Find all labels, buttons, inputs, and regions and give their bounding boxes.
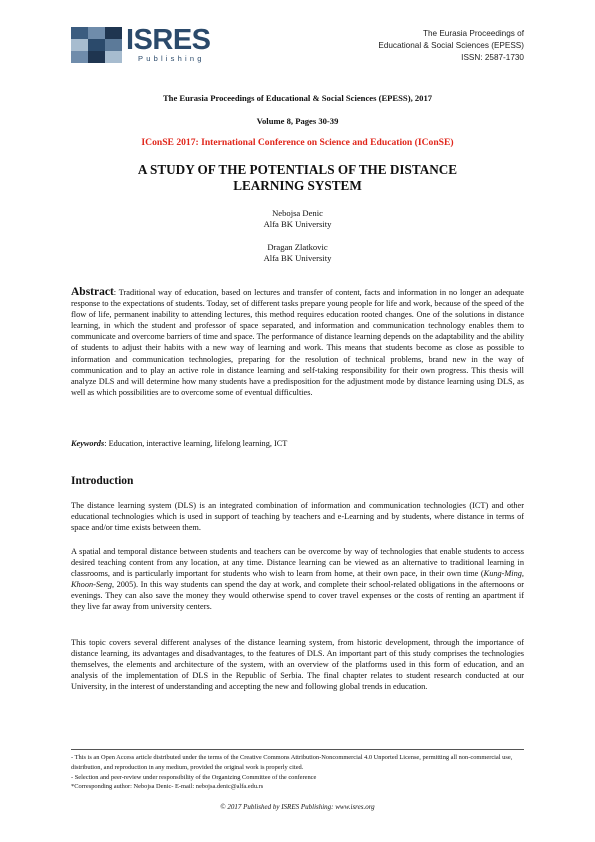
paragraph-text: A spatial and temporal distance between students and teachers can be overcome by way of technologies that enable students to access desired teaching content from any location, at any time. Distance learning can be viewed as an alternative to traditional learning in classrooms, and is particularly important for students who wish to learn from home, at their own pace, in their own time ( bbox=[71, 547, 524, 579]
abstract bbox=[71, 287, 524, 398]
section-heading-introduction: Introduction bbox=[71, 475, 134, 487]
footnotes bbox=[71, 753, 531, 792]
author-affiliation: Alfa BK University bbox=[263, 253, 332, 263]
proceedings-title: The Eurasia Proceedings of Educational & Social Sciences (EPESS), 2017 bbox=[162, 93, 433, 103]
paper-title-line1: A STUDY OF THE POTENTIALS OF THE DISTANCE bbox=[137, 162, 458, 177]
author-block bbox=[71, 242, 524, 264]
intro-paragraph-3: This topic covers several different analyses of the distance learning system, from historic development, through the importance of distance learning, its advantages and disadvantages, to the features of DLS. An important part of this study comprises the technologies themselves, the elements and architecture of the system, with an overview of the platforms used in this form of education, and an analysis of the implementation of DLS in the Republic of Serbia. The final chapter relates to student research conducted at our University, in the interest of understanding and accepting the new and following global trends in education. bbox=[71, 638, 524, 692]
footnote-license: - This is an Open Access article distributed under the terms of the Creative Commons Attribution-Noncommercial 4.0 Unported License, permitting all non-commercial use, distribution, and reproduction in any medium, provided the original work is properly cited. bbox=[71, 754, 513, 771]
logo-wordmark: ISRES bbox=[126, 24, 211, 56]
author-affiliation: Alfa BK University bbox=[263, 219, 332, 229]
intro-paragraph-2 bbox=[71, 546, 524, 613]
keywords-text: : Education, interactive learning, lifelong learning, ICT bbox=[104, 439, 288, 448]
logo-subtitle: Publishing bbox=[138, 54, 205, 63]
logo-square-grid-icon bbox=[71, 27, 123, 64]
footnote-peer-review: - Selection and peer-review under responsibility of the Organizing Committee of the conference bbox=[71, 773, 317, 781]
paragraph-text: , 2005). In this way students can spend the day at work, and complete their school-related obligations in the afternoons or evenings. They can also save the money they would otherwise spend to cover travel expenses or the costs of renting an apartment if they live far away from university centers. bbox=[71, 580, 524, 612]
abstract-text: : Traditional way of education, based on lectures and transfer of content, facts and information in no longer an adequate response to the expectations of students. Today, set of different tasks prepare young people for life and work, because of the speed of the flow of life, permanent inability to attending lectures, this method requires education rooted changes. One of the solutions in distance learning, in which the student and professor of space separated, and information and communication technology enables them to communicate and overcome barriers of time and space. The performance of distance learning depends on the adaptability and the ability of students to adjust their habits with a new way of learning and work. This means that students become as close as possible to information and communication technologies, preparing for the resolution of technical problems, brand new in the way of communication and to play an active role in distance learning and self-taking responsibility for their own progress. This thesis will analyze DLS and will determine how many students have a predisposition for the adjustment mode by distance learning using DLS, as well as which possibilities are to overcome some of eventual difficulties. bbox=[71, 288, 524, 397]
footnote-corresponding-author: *Corresponding author: Nebojsa Denic- E-mail: nebojsa.denic@alfa.edu.rs bbox=[71, 783, 264, 791]
author-name: Dragan Zlatkovic bbox=[267, 242, 328, 252]
issn: ISSN: 2587-1730 bbox=[461, 53, 524, 62]
journal-name-line2: Educational & Social Sciences (EPESS) bbox=[378, 41, 524, 50]
journal-info bbox=[378, 28, 524, 64]
copyright-notice: © 2017 Published by ISRES Publishing: www.isres.org bbox=[220, 803, 375, 811]
citation: Kung-Ming, Khoon-Seng bbox=[71, 569, 524, 590]
keywords bbox=[71, 439, 524, 448]
author-block bbox=[71, 208, 524, 230]
author-name: Nebojsa Denic bbox=[272, 208, 323, 218]
keywords-label: Keywords bbox=[71, 439, 105, 448]
paper-title bbox=[71, 162, 524, 194]
volume-pages: Volume 8, Pages 30-39 bbox=[256, 116, 339, 126]
journal-name-line1: The Eurasia Proceedings of bbox=[422, 29, 524, 38]
conference-name: IConSE 2017: International Conference on Science and Education (IConSE) bbox=[141, 137, 454, 148]
footnote-divider bbox=[71, 749, 524, 750]
paper-title-line2: LEARNING SYSTEM bbox=[233, 178, 362, 193]
isres-logo bbox=[71, 24, 231, 65]
abstract-label: Abstract bbox=[71, 286, 114, 298]
intro-paragraph-1: The distance learning system (DLS) is an integrated combination of information and communication technologies (ICT) and other educational technologies which is used in support of teaching by teachers and e-Learning and by students, where distance in terms of space and/or time exists between them. bbox=[71, 501, 524, 533]
